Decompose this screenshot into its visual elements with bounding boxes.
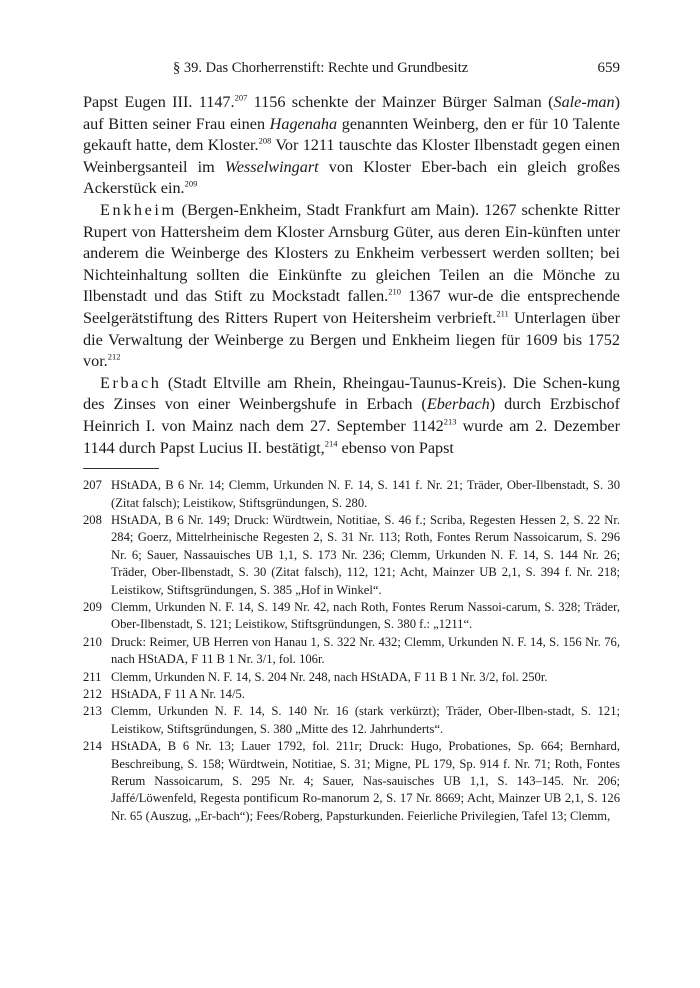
footnote-ref: 212 — [107, 351, 121, 362]
footnote-divider — [83, 468, 159, 469]
footnote-ref: 214 — [324, 438, 338, 449]
running-header — [83, 60, 620, 92]
page-number: 659 — [597, 60, 620, 76]
place-heading: Enkheim — [100, 200, 177, 219]
footnote-ref: 213 — [443, 416, 457, 427]
paragraph-eugen: Papst Eugen III. 1147.$^{207}$ 1156 schenkte der Mainzer Bürger Salman (Sale-man) auf Bitten seiner Frau einen Hagenaha genannten Weinberg, den er für 10 Talente gekauft hatte, dem Kloster.$^{208}$ Vor 1211 tauschte das Kloster Ilbenstadt gegen einen Weinbergsanteil im Wesselwingart von Kloster Eber-bach ein gleich großes Ackerstück ein.$^{209}$ — [83, 92, 620, 198]
footnote: 208 HStADA, B 6 Nr. 149; Druck: Würdtwein, Notitiae, S. 46 f.; Scriba, Regesten Hessen 2, S. 22 Nr. 284; Goerz, Mittelrheinische Regesten 2, S. 31 Nr. 113; Roth, Fontes Rerum Nassoicarum, S. 296 Nr. 6; Sauer, Nassauisches UB 1,1, S. 173 Nr. 236; Clemm, Urkunden N. F. 14, S. 144 Nr. 26; Träder, Ober-Ilbenstadt, S. 30 (Zitat falsch), 112, 121; Acht, Mainzer UB 2,1, S. 394 f. Nr. 218; Leistikow, Stiftsgründungen, S. 385 „Hof in Winkel“. — [83, 512, 620, 597]
footnote: 209 Clemm, Urkunden N. F. 14, S. 149 Nr. 42, nach Roth, Fontes Rerum Nassoi-carum, S. 328; Träder, Ober-Ilbenstadt, S. 121; Leistikow, Stiftsgründungen, S. 380 f.: „1211“. — [83, 599, 620, 632]
paragraph-enkheim: Enkheim (Bergen-Enkheim, Stadt Frankfurt am Main). 1267 schenkte Ritter Rupert von Hattersheim dem Kloster Arnsburg Güter, aus deren Ein-künften unter anderem die Weinberge des Klosters zu Enkheim verbessert werden sollten; bei Nichteinhaltung sollten die Einkünfte zu gleichen Teilen an die Mönche zu Ilbenstadt und das Stift zu Mockstadt fallen.$^{210}$ 1367 wur-de die entsprechende Seelgerätstiftung des Ritters Rupert von Heitersheim verbrieft.$^{211}$ Unterlagen über die Verwaltung der Weinberge zu Bergen und Enkheim liegen für 1609 bis 1752 vor.$^{212}$ — [83, 200, 620, 371]
footnote-ref: 209 — [184, 178, 198, 189]
footnote-ref: 208 — [258, 135, 272, 146]
footnote: 211 Clemm, Urkunden N. F. 14, S. 204 Nr. 248, nach HStADA, F 11 B 1 Nr. 3/2, fol. 250r. — [83, 669, 548, 684]
footnote: 210 Druck: Reimer, UB Herren von Hanau 1, S. 322 Nr. 432; Clemm, Urkunden N. F. 14, S. 156 Nr. 76, nach HStADA, F 11 B 1 Nr. 3/1, fol. 106r. — [83, 634, 620, 667]
place-heading: Erbach — [100, 373, 162, 392]
footnote: 207 HStADA, B 6 Nr. 14; Clemm, Urkunden N. F. 14, S. 141 f. Nr. 21; Träder, Ober-Ilbenstadt, S. 30 (Zitat falsch); Leistikow, Stiftsgründungen, S. 280. — [83, 478, 620, 510]
running-title: § 39. Das Chorherrenstift: Rechte und Grundbesitz — [173, 60, 469, 76]
footnote-ref: 207 — [234, 92, 248, 103]
book-page — [83, 60, 620, 825]
footnote-ref: 210 — [388, 286, 401, 297]
footnotes — [83, 477, 620, 825]
footnote-ref: 211 — [496, 308, 509, 319]
paragraph-erbach: Erbach (Stadt Eltville am Rhein, Rheingau-Taunus-Kreis). Die Schen-kung des Zinses von einer Weinbergshufe in Erbach (Eberbach) durch Erzbischof Heinrich I. von Mainz nach dem 27. September 1142$^{213}$ wurde am 2. Dezember 1144 durch Papst Lucius II. bestätigt,$^{214}$ ebenso von Papst — [83, 373, 620, 457]
footnote: 213 Clemm, Urkunden N. F. 14, S. 140 Nr. 16 (stark verkürzt); Träder, Ober-Ilben-stadt, S. 121; Leistikow, Stiftsgründungen, S. 380 „Mitte des 12. Jahrhunderts“. — [83, 704, 620, 736]
footnote: 212 HStADA, F 11 A Nr. 14/5. — [83, 686, 245, 701]
footnote: 214 HStADA, B 6 Nr. 13; Lauer 1792, fol. 211r; Druck: Hugo, Probationes, Sp. 664; Bernhard, Beschreibung, S. 158; Würdtwein, Notitiae, S. 31; Migne, PL 179, Sp. 914 f. Nr. 71; Roth, Fontes Rerum Nassoicarum, S. 295 Nr. 4; Sauer, Nas-sauisches UB 1,1, S. 143–145. Nr. 206; Jaffé/Löwenfeld, Regesta pontificum Ro-manorum 2, S. 17 Nr. 8669; Acht, Mainzer UB 2,1, S. 126 Nr. 65 (Auszug, „Er-bach“); Fees/Roberg, Papsturkunden. Feierliche Privilegien, Tafel 13; Clemm, — [83, 739, 620, 823]
main-text — [83, 92, 620, 459]
